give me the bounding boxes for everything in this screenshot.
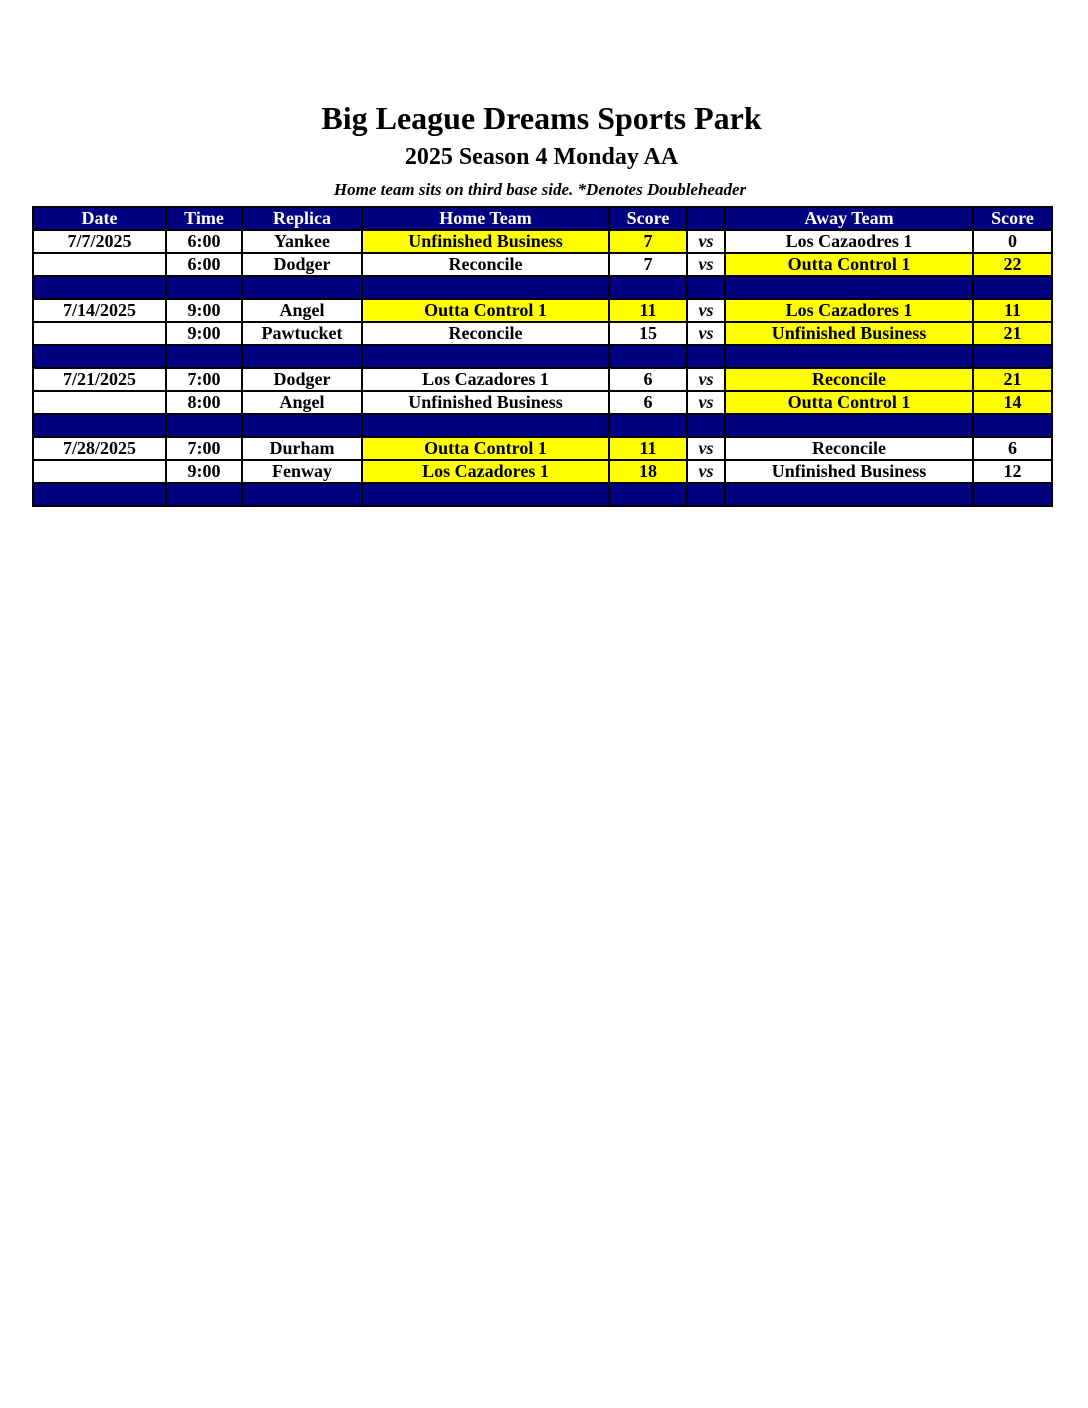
replica-cell: Pawtucket bbox=[242, 322, 362, 345]
separator-cell bbox=[725, 483, 973, 506]
away-score-cell: 22 bbox=[973, 253, 1052, 276]
time-cell: 6:00 bbox=[166, 230, 242, 253]
separator-cell bbox=[725, 414, 973, 437]
game-row bbox=[33, 230, 1052, 253]
separator-cell bbox=[242, 345, 362, 368]
home-score-cell: 7 bbox=[609, 230, 687, 253]
vs-cell: vs bbox=[687, 460, 725, 483]
home-score-cell: 6 bbox=[609, 368, 687, 391]
date-cell bbox=[33, 322, 166, 345]
away-score-cell: 11 bbox=[973, 299, 1052, 322]
date-cell: 7/14/2025 bbox=[33, 299, 166, 322]
separator-cell bbox=[609, 414, 687, 437]
header-row bbox=[33, 207, 1052, 230]
home-team-cell: Los Cazadores 1 bbox=[362, 460, 609, 483]
away-score-cell: 21 bbox=[973, 322, 1052, 345]
date-cell bbox=[33, 253, 166, 276]
separator-cell bbox=[973, 483, 1052, 506]
home-score-cell: 18 bbox=[609, 460, 687, 483]
replica-cell: Durham bbox=[242, 437, 362, 460]
away-score-cell: 0 bbox=[973, 230, 1052, 253]
separator-cell bbox=[33, 483, 166, 506]
page-title: Big League Dreams Sports Park bbox=[321, 100, 762, 136]
away-score-cell: 6 bbox=[973, 437, 1052, 460]
col-header-home-score: Score bbox=[609, 207, 687, 230]
away-team-cell: Unfinished Business bbox=[725, 460, 973, 483]
col-header-home-team: Home Team bbox=[362, 207, 609, 230]
date-cell: 7/28/2025 bbox=[33, 437, 166, 460]
separator-cell bbox=[242, 276, 362, 299]
time-cell: 6:00 bbox=[166, 253, 242, 276]
away-team-cell: Unfinished Business bbox=[725, 322, 973, 345]
time-cell: 9:00 bbox=[166, 460, 242, 483]
home-score-cell: 15 bbox=[609, 322, 687, 345]
away-team-cell: Reconcile bbox=[725, 368, 973, 391]
separator-cell bbox=[973, 276, 1052, 299]
home-score-cell: 11 bbox=[609, 437, 687, 460]
away-score-cell: 14 bbox=[973, 391, 1052, 414]
separator-cell bbox=[609, 345, 687, 368]
vs-cell: vs bbox=[687, 437, 725, 460]
separator-cell bbox=[687, 345, 725, 368]
vs-cell: vs bbox=[687, 391, 725, 414]
separator-cell bbox=[362, 345, 609, 368]
separator-row bbox=[33, 345, 1052, 368]
col-header-away-team: Away Team bbox=[725, 207, 973, 230]
separator-cell bbox=[166, 345, 242, 368]
col-header-vs bbox=[687, 207, 725, 230]
away-team-cell: Reconcile bbox=[725, 437, 973, 460]
vs-cell: vs bbox=[687, 230, 725, 253]
separator-row bbox=[33, 414, 1052, 437]
home-score-cell: 7 bbox=[609, 253, 687, 276]
away-score-cell: 21 bbox=[973, 368, 1052, 391]
vs-cell: vs bbox=[687, 253, 725, 276]
home-team-cell: Outta Control 1 bbox=[362, 437, 609, 460]
date-cell: 7/21/2025 bbox=[33, 368, 166, 391]
home-team-cell: Unfinished Business bbox=[362, 230, 609, 253]
schedule-body bbox=[33, 230, 1052, 506]
separator-row bbox=[33, 276, 1052, 299]
time-cell: 7:00 bbox=[166, 368, 242, 391]
vs-cell: vs bbox=[687, 368, 725, 391]
replica-cell: Dodger bbox=[242, 368, 362, 391]
separator-cell bbox=[725, 276, 973, 299]
home-score-cell: 6 bbox=[609, 391, 687, 414]
separator-cell bbox=[166, 483, 242, 506]
home-team-cell: Unfinished Business bbox=[362, 391, 609, 414]
away-score-cell: 12 bbox=[973, 460, 1052, 483]
game-row bbox=[33, 253, 1052, 276]
separator-cell bbox=[33, 345, 166, 368]
replica-cell: Angel bbox=[242, 299, 362, 322]
separator-cell bbox=[609, 276, 687, 299]
col-header-date: Date bbox=[33, 207, 166, 230]
page-subtitle: 2025 Season 4 Monday AA bbox=[404, 144, 679, 170]
schedule-table bbox=[32, 206, 1053, 507]
away-team-cell: Los Cazaodres 1 bbox=[725, 230, 973, 253]
home-team-cell: Reconcile bbox=[362, 322, 609, 345]
separator-cell bbox=[362, 483, 609, 506]
separator-cell bbox=[609, 483, 687, 506]
separator-cell bbox=[33, 414, 166, 437]
vs-cell: vs bbox=[687, 322, 725, 345]
game-row bbox=[33, 322, 1052, 345]
game-row bbox=[33, 299, 1052, 322]
replica-cell: Angel bbox=[242, 391, 362, 414]
replica-cell: Fenway bbox=[242, 460, 362, 483]
separator-cell bbox=[725, 345, 973, 368]
vs-cell: vs bbox=[687, 299, 725, 322]
separator-cell bbox=[973, 414, 1052, 437]
col-header-time: Time bbox=[166, 207, 242, 230]
date-cell bbox=[33, 391, 166, 414]
separator-cell bbox=[687, 276, 725, 299]
separator-cell bbox=[973, 345, 1052, 368]
col-header-away-score: Score bbox=[973, 207, 1052, 230]
date-cell: 7/7/2025 bbox=[33, 230, 166, 253]
game-row bbox=[33, 391, 1052, 414]
replica-cell: Yankee bbox=[242, 230, 362, 253]
separator-row bbox=[33, 483, 1052, 506]
separator-cell bbox=[33, 276, 166, 299]
separator-cell bbox=[362, 276, 609, 299]
separator-cell bbox=[687, 483, 725, 506]
home-team-cell: Outta Control 1 bbox=[362, 299, 609, 322]
time-cell: 7:00 bbox=[166, 437, 242, 460]
time-cell: 8:00 bbox=[166, 391, 242, 414]
separator-cell bbox=[362, 414, 609, 437]
date-cell bbox=[33, 460, 166, 483]
separator-cell bbox=[687, 414, 725, 437]
home-team-cell: Reconcile bbox=[362, 253, 609, 276]
game-row bbox=[33, 437, 1052, 460]
home-score-cell: 11 bbox=[609, 299, 687, 322]
game-row bbox=[33, 460, 1052, 483]
away-team-cell: Outta Control 1 bbox=[725, 391, 973, 414]
separator-cell bbox=[166, 276, 242, 299]
away-team-cell: Outta Control 1 bbox=[725, 253, 973, 276]
separator-cell bbox=[242, 483, 362, 506]
away-team-cell: Los Cazadores 1 bbox=[725, 299, 973, 322]
separator-cell bbox=[242, 414, 362, 437]
home-team-cell: Los Cazadores 1 bbox=[362, 368, 609, 391]
schedule-note: Home team sits on third base side. *Denotes Doubleheader bbox=[333, 180, 747, 199]
col-header-replica: Replica bbox=[242, 207, 362, 230]
separator-cell bbox=[166, 414, 242, 437]
replica-cell: Dodger bbox=[242, 253, 362, 276]
time-cell: 9:00 bbox=[166, 299, 242, 322]
time-cell: 9:00 bbox=[166, 322, 242, 345]
game-row bbox=[33, 368, 1052, 391]
